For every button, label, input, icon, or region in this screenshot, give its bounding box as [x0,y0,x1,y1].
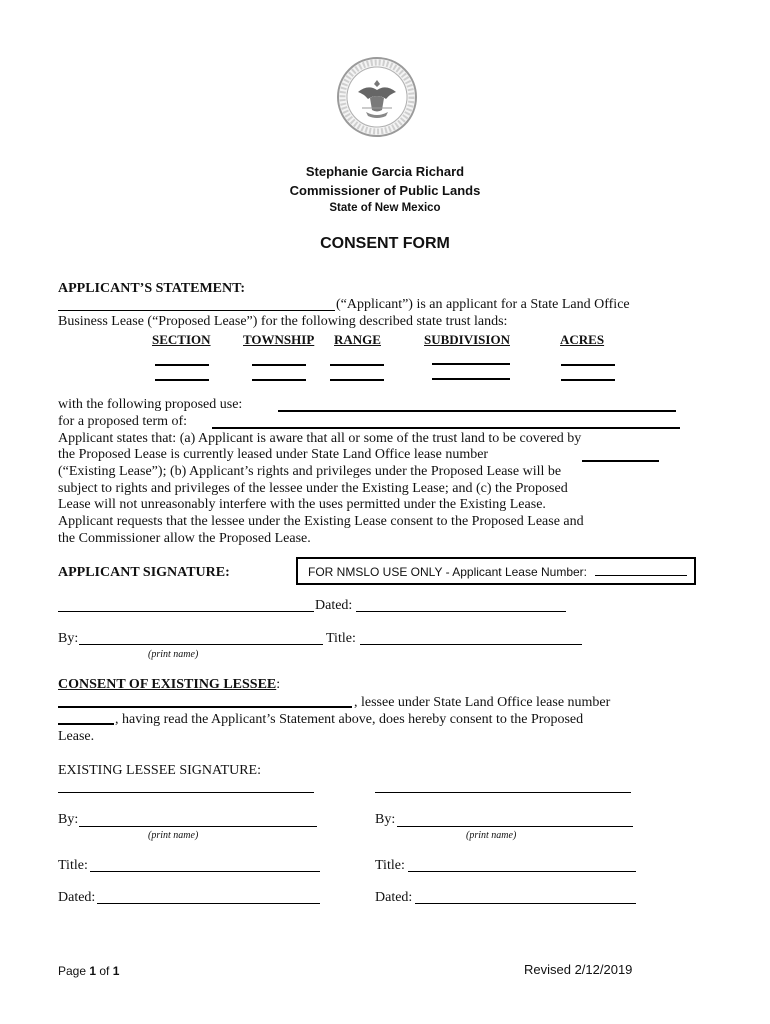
statement-para-line-7: the Commissioner allow the Proposed Lease. [58,531,311,546]
form-title: CONSENT FORM [320,235,450,252]
page-prefix: Page [58,964,90,978]
existing-print-name-hint-1: (print name) [148,830,199,841]
existing-title-field-2[interactable] [408,871,636,872]
applicant-dated-label: Dated: [315,598,353,613]
proposed-term-field[interactable] [212,427,680,429]
state-name: State of New Mexico [329,202,441,214]
applicant-dated-field[interactable] [356,611,566,612]
statement-para-line-6: Applicant requests that the lessee under the Existing Lease consent to the Proposed Lease and [58,514,584,529]
consent-heading-wrap [58,677,280,693]
revision-date: Revised 2/12/2019 [524,962,633,977]
seal-icon [336,56,418,138]
subdivision-field-2[interactable] [432,378,510,380]
statement-para-line-3: (“Existing Lease”); (b) Applicant’s rights and privileges under the Proposed Lease will be [58,464,562,479]
page-number: 1 [89,964,97,978]
applicant-line-2: Business Lease (“Proposed Lease”) for the following described state trust lands: [58,314,508,329]
existing-by-label-2: By: [375,812,396,827]
proposed-use-field[interactable] [278,410,676,412]
existing-lessee-signature-field-2[interactable] [375,792,631,793]
consent-line-3: Lease. [58,729,95,744]
page-indicator [58,964,119,978]
applicant-name-field[interactable] [58,310,335,311]
commissioner-name: Stephanie Garcia Richard [305,164,465,179]
applicant-signature-field[interactable] [58,611,314,612]
existing-title-field-1[interactable] [90,871,320,872]
section-field-2[interactable] [155,379,209,381]
page-of: of [96,964,113,978]
acres-field-1[interactable] [561,364,615,366]
township-field-1[interactable] [252,364,306,366]
proposed-term-label: for a proposed term of: [58,414,188,429]
existing-dated-field-2[interactable] [415,903,636,904]
statement-para-line-5: Lease will not unreasonably interfere with the uses permitted under the Existing Lease. [58,497,546,512]
applicant-signature-heading: APPLICANT SIGNATURE: [58,565,230,580]
nmslo-use-only-box [296,557,696,585]
col-range: RANGE [334,332,381,347]
existing-by-field-1[interactable] [79,826,317,827]
statement-para-line-2: the Proposed Lease is currently leased under State Land Office lease number [58,447,489,462]
applicant-by-field[interactable] [79,644,323,645]
existing-dated-label-1: Dated: [58,890,96,905]
statement-para-line-4: subject to rights and privileges of the lessee under the Existing Lease; and (c) the Proposed [58,481,568,496]
applicant-title-label: Title: [326,631,356,646]
applicant-title-field[interactable] [360,644,582,645]
col-township: TOWNSHIP [243,332,315,347]
subdivision-field-1[interactable] [432,363,510,365]
existing-lessee-signature-heading: EXISTING LESSEE SIGNATURE: [58,763,261,778]
existing-by-field-2[interactable] [397,826,633,827]
existing-lessee-name-field[interactable] [58,706,352,708]
col-subdivision: SUBDIVISION [424,332,510,347]
applicant-line-1: (“Applicant”) is an applicant for a State Land Office [336,297,630,312]
col-acres: ACRES [560,332,605,347]
existing-dated-label-2: Dated: [375,890,413,905]
proposed-use-label: with the following proposed use: [58,397,243,412]
section-field-1[interactable] [155,364,209,366]
consent-heading: CONSENT OF EXISTING LESSEE [58,677,277,692]
col-section: SECTION [152,332,211,347]
existing-dated-field-1[interactable] [97,903,320,904]
state-seal [336,56,418,138]
existing-lessee-signature-field-1[interactable] [58,792,314,793]
applicant-lease-number-field[interactable] [595,575,687,576]
range-field-2[interactable] [330,379,384,381]
consent-line-1: , lessee under State Land Office lease number [354,695,611,710]
existing-title-label-2: Title: [375,858,405,873]
township-field-2[interactable] [252,379,306,381]
statement-para-line-1: Applicant states that: (a) Applicant is aware that all or some of the trust land to be covered by [58,431,582,446]
range-field-1[interactable] [330,364,384,366]
page-total: 1 [112,964,120,978]
applicant-statement-heading: APPLICANT’S STATEMENT: [58,281,246,296]
consent-line-2: , having read the Applicant’s Statement above, does hereby consent to the Proposed [115,712,584,727]
existing-lessee-lease-number-field[interactable] [58,723,114,725]
existing-print-name-hint-2: (print name) [466,830,517,841]
existing-title-label-1: Title: [58,858,88,873]
nmslo-box-label: FOR NMSLO USE ONLY - Applicant Lease Number: [308,565,587,579]
consent-heading-colon: : [276,677,281,692]
acres-field-2[interactable] [561,379,615,381]
applicant-by-label: By: [58,631,79,646]
existing-by-label-1: By: [58,812,79,827]
applicant-print-name-hint: (print name) [148,649,199,660]
existing-lease-number-field[interactable] [582,460,659,462]
commissioner-title: Commissioner of Public Lands [289,183,481,198]
